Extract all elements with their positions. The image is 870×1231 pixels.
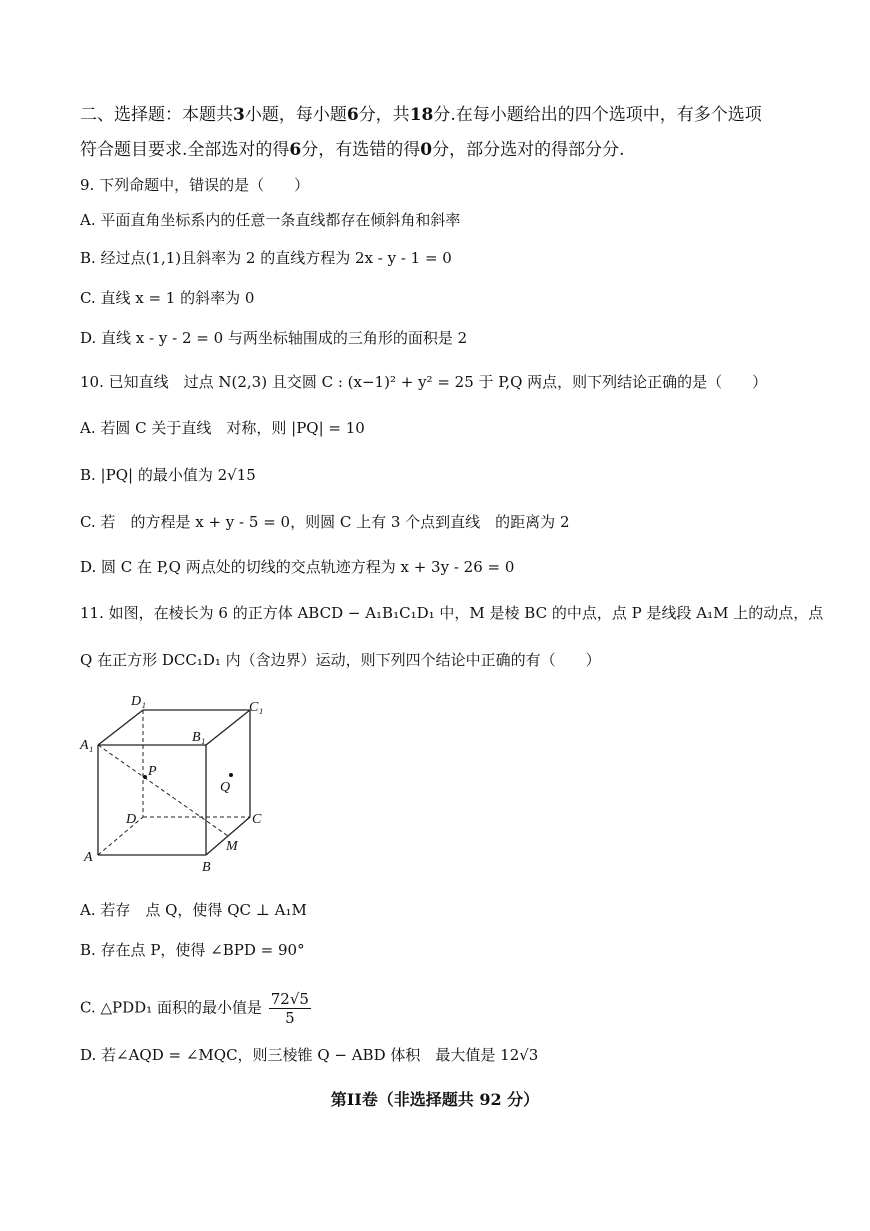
section-text: 分，有选错的得 — [301, 140, 421, 160]
section-heading — [80, 105, 762, 125]
section-total: 18 — [409, 105, 434, 125]
section-points: 6 — [289, 140, 302, 160]
q10-stem: 10. 已知直线 过点 N(2,3) 且交圆 C : (x−1)² + y² = 25 于 P,Q 两点，则下列结论正确的是（ ） — [80, 373, 768, 391]
section-count: 3 — [233, 105, 245, 125]
section-text: 分.在每小题给出的四个选项中，有多个选项 — [433, 105, 762, 125]
q11-stem: 11. 如图，在棱长为 6 的正方体 ABCD − A₁B₁C₁D₁ 中，M 是棱 BC 的中点，点 P 是线段 A₁M 上的动点，点 — [80, 604, 824, 622]
q11-option-c-text: C. △PDD₁ 面积的最小值是 — [80, 998, 262, 1017]
section-heading-line2 — [80, 140, 625, 160]
q11-option-c — [80, 990, 311, 1027]
label-d1: D₁ — [131, 694, 146, 709]
fraction-numerator: 72√5 — [270, 990, 309, 1008]
label-d: D — [126, 812, 137, 827]
fraction — [269, 990, 311, 1027]
label-m: M — [226, 839, 238, 854]
q11-option-b: B. 存在点 P，使得 ∠BPD = 90° — [80, 941, 305, 959]
q9-option-b: B. 经过点(1,1)且斜率为 2 的直线方程为 2x - y - 1 = 0 — [80, 249, 452, 267]
label-c: C — [252, 812, 262, 827]
section-points: 0 — [420, 140, 433, 160]
q10-option-d: D. 圆 C 在 P,Q 两点处的切线的交点轨迹方程为 x + 3y - 26 = 0 — [80, 558, 515, 576]
q9-option-d: D. 直线 x - y - 2 = 0 与两坐标轴围成的三角形的面积是 2 — [80, 329, 468, 347]
label-a1: A₁ — [80, 738, 94, 753]
label-a: A — [84, 850, 93, 865]
point-p — [143, 775, 147, 779]
q9-stem: 9. 下列命题中，错误的是（ ） — [80, 176, 310, 194]
point-q — [229, 773, 233, 777]
section-text: 符合题目要求.全部选对的得 — [80, 140, 290, 160]
section-points: 6 — [346, 105, 359, 125]
q9-option-c: C. 直线 x = 1 的斜率为 0 — [80, 289, 255, 307]
section-text: 分，共 — [358, 105, 410, 125]
section-text: 小题，每小题 — [244, 105, 347, 125]
q11-stem-line2: Q 在正方形 DCC₁D₁ 内（含边界）运动，则下列四个结论中正确的有（ ） — [80, 651, 601, 669]
q11-option-d: D. 若∠AQD = ∠MQC，则三棱锥 Q − ABD 体积 最大值是 12√3 — [80, 1046, 539, 1064]
section-text: 分，部分选对的得部分分. — [432, 140, 625, 160]
part2-title: 第II卷（非选择题共 92 分） — [330, 1090, 540, 1109]
label-b1: B₁ — [192, 730, 206, 745]
q11-option-a: A. 若存 点 Q，使得 QC ⊥ A₁M — [80, 901, 307, 919]
q10-option-c: C. 若 的方程是 x + y - 5 = 0，则圆 C 上有 3 个点到直线 的距离为 2 — [80, 513, 570, 531]
label-q: Q — [220, 780, 231, 795]
q9-option-a: A. 平面直角坐标系内的任意一条直线都存在倾斜角和斜率 — [80, 211, 461, 229]
fraction-denominator: 5 — [285, 1009, 295, 1027]
q10-option-b: B. |PQ| 的最小值为 2√15 — [80, 466, 256, 484]
label-c1: C₁ — [249, 700, 264, 715]
section-text: 二、选择题：本题共 — [80, 105, 233, 125]
label-b: B — [202, 860, 211, 875]
q10-option-a: A. 若圆 C 关于直线 对称，则 |PQ| = 10 — [80, 419, 365, 437]
label-p: P — [148, 764, 157, 779]
cube-figure — [78, 685, 278, 875]
